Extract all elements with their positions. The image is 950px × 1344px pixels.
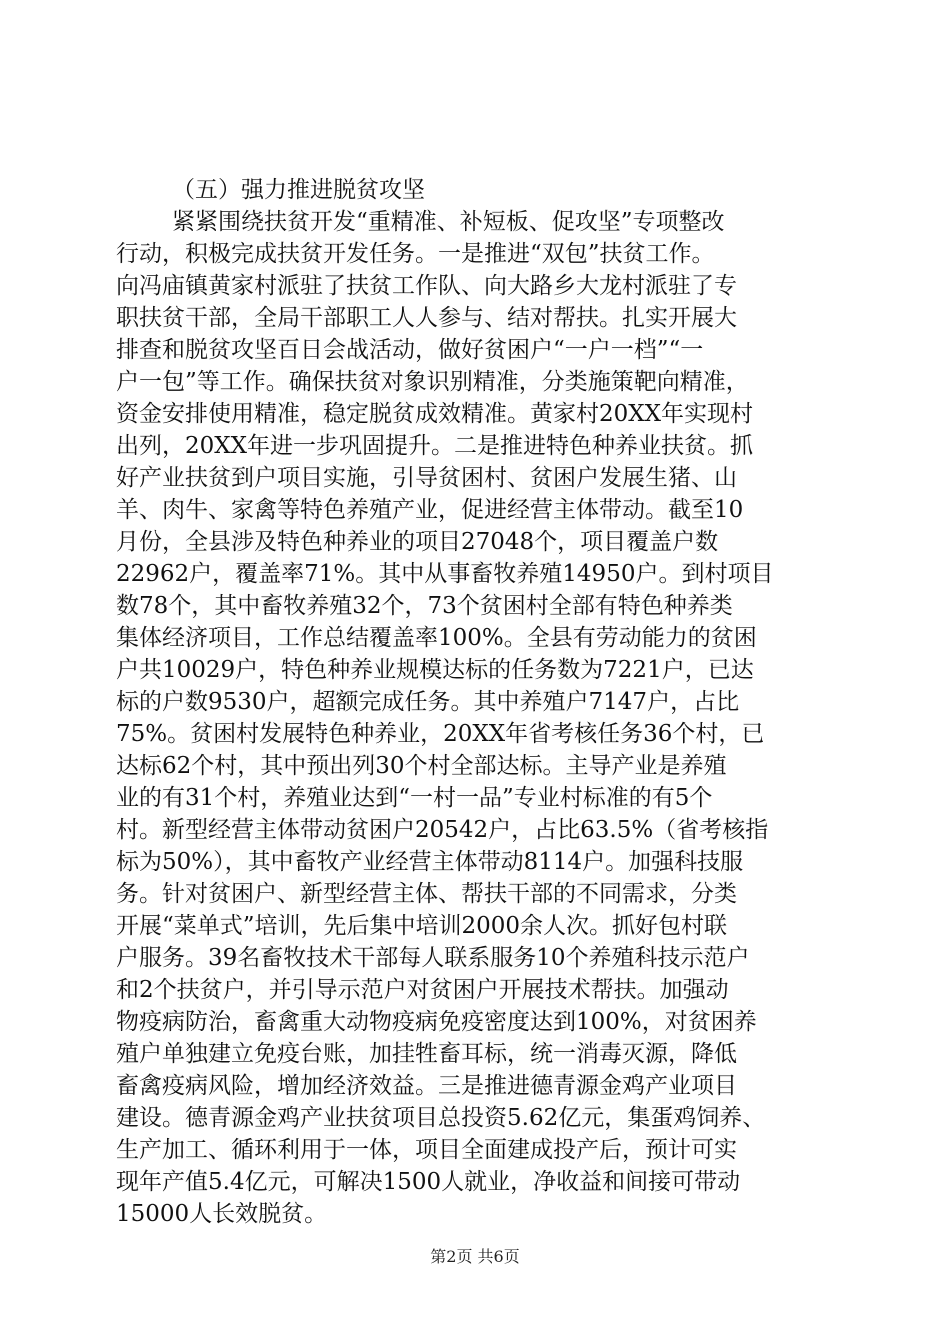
text-line: 开展“菜单式”培训，先后集中培训2000余人次。抓好包村联	[116, 913, 728, 939]
text-line: 建设。德青源金鸡产业扶贫项目总投资5.62亿元，集蛋鸡饲养、	[116, 1105, 766, 1131]
text-line: 户一包”等工作。确保扶贫对象识别精准，分类施策靶向精准，	[116, 369, 749, 395]
text-line: 达标62个村，其中预出列30个村全部达标。主导产业是养殖	[116, 753, 727, 779]
text-line: 向冯庙镇黄家村派驻了扶贫工作队、向大路乡大龙村派驻了专	[116, 273, 737, 299]
text-line: 户服务。39名畜牧技术干部每人联系服务10个养殖科技示范户	[116, 945, 750, 971]
text-line: 资金安排使用精准，稳定脱贫成效精准。黄家村20XX年实现村	[116, 401, 754, 427]
text-line: 务。针对贫困户、新型经营主体、帮扶干部的不同需求，分类	[116, 881, 737, 907]
text-line: 75%。贫困村发展特色种养业，20XX年省考核任务36个村，已	[116, 721, 765, 747]
text-line: 现年产值5.4亿元，可解决1500人就业，净收益和间接可带动	[116, 1169, 741, 1195]
text-line: 月份，全县涉及特色种养业的项目27048个，项目覆盖户数	[116, 529, 719, 555]
text-line: 紧紧围绕扶贫开发“重精准、补短板、促攻坚”专项整改	[172, 209, 725, 235]
text-line: 排查和脱贫攻坚百日会战活动，做好贫困户“一户一档”“一	[116, 337, 704, 363]
text-line: 羊、肉牛、家禽等特色养殖产业，促进经营主体带动。截至10	[116, 497, 744, 523]
text-line: 出列，20XX年进一步巩固提升。二是推进特色种养业扶贫。抓	[116, 433, 754, 459]
text-line: 物疫病防治，畜禽重大动物疫病免疫密度达到100%，对贫困养	[116, 1009, 757, 1035]
text-line: 业的有31个村，养殖业达到“一村一品”专业村标准的有5个	[116, 785, 713, 811]
text-line: 和2个扶贫户，并引导示范户对贫困户开展技术帮扶。加强动	[116, 977, 729, 1003]
text-line: 行动，积极完成扶贫开发任务。一是推进“双包”扶贫工作。	[116, 241, 715, 267]
text-line: 职扶贫干部，全局干部职工人人参与、结对帮扶。扎实开展大	[116, 305, 737, 331]
page-number-footer: 第2页 共6页	[430, 1247, 520, 1266]
text-line: 好产业扶贫到户项目实施，引导贫困村、贫困户发展生猪、山	[116, 465, 737, 491]
text-line: 畜禽疫病风险，增加经济效益。三是推进德青源金鸡产业项目	[116, 1073, 737, 1099]
section-heading: （五）强力推进脱贫攻坚	[172, 177, 425, 203]
text-line: 22962户，覆盖率71%。其中从事畜牧养殖14950户。到村项目	[116, 561, 774, 587]
text-line: 标的户数9530户，超额完成任务。其中养殖户7147户，占比	[116, 689, 740, 715]
text-line: 15000人长效脱贫。	[116, 1201, 328, 1227]
text-line: 数78个，其中畜牧养殖32个，73个贫困村全部有特色种养类	[116, 593, 733, 619]
text-line: 户共10029户，特色种养业规模达标的任务数为7221户，已达	[116, 657, 754, 683]
text-line: 集体经济项目，工作总结覆盖率100%。全县有劳动能力的贫困	[116, 625, 757, 651]
text-line: 生产加工、循环利用于一体，项目全面建成投产后，预计可实	[116, 1137, 737, 1163]
text-line: 村。新型经营主体带动贫困户20542户，占比63.5%（省考核指	[116, 817, 769, 843]
text-line: 标为50%），其中畜牧产业经营主体带动8114户。加强科技服	[116, 849, 744, 875]
text-line: 殖户单独建立免疫台账，加挂牲畜耳标，统一消毒灭源，降低	[116, 1041, 737, 1067]
